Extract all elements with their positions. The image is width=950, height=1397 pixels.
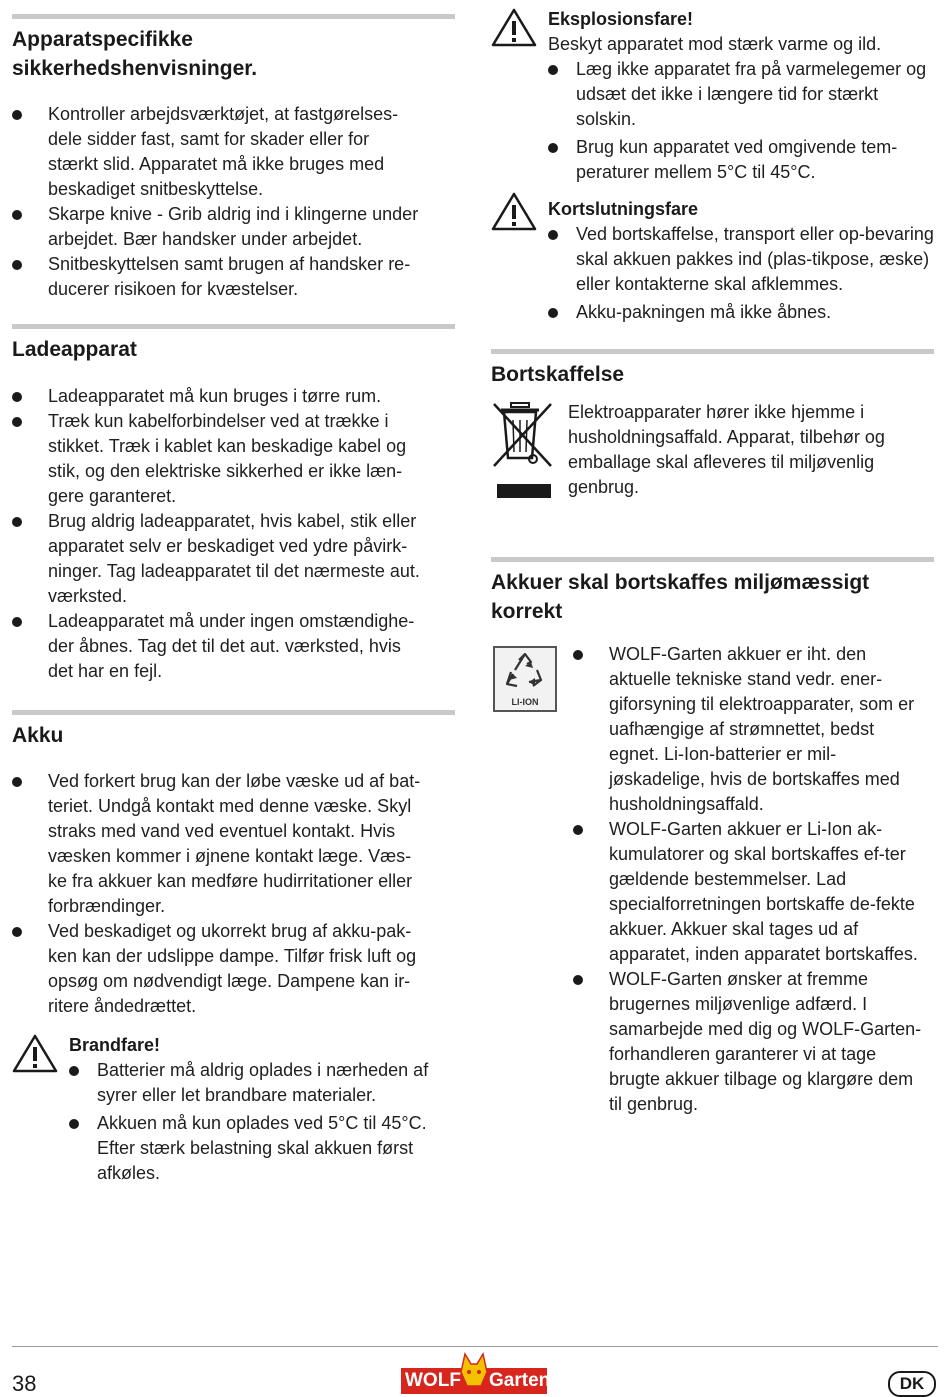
list-item: Ladeapparatet må kun bruges i tørre rum. xyxy=(12,384,424,409)
list-item: Ved beskadiget og ukorrekt brug af akku-pak-ken kan der udslippe dampe. Tilfør frisk luft og opsøg om nødvendigt læge. Dampene kan ir-ritere åndedrættet. xyxy=(12,919,424,1019)
warning-title: Eksplosionsfare! xyxy=(548,9,694,29)
akku-list xyxy=(12,769,424,1019)
list-item: Brug kun apparatet ved omgivende tem-peraturer mellem 5°C til 45°C. xyxy=(548,135,934,185)
warning-list xyxy=(69,1058,455,1186)
left-column xyxy=(12,14,455,1186)
wolf-garten-logo xyxy=(399,1352,549,1396)
list-item: Ved forkert brug kan der løbe væske ud af bat-teriet. Undgå kontakt med denne væske. Skyl straks med vand ved eventuel kontakt. Hvis væsken kommer i øjnene kontakt læge. Væs-ke fra akkuer kan medføre hudirritationer eller forbrændinger. xyxy=(12,769,424,919)
right-column xyxy=(491,7,934,1117)
charger-list xyxy=(12,384,424,684)
logo-wolf-text: WOLF xyxy=(405,1370,461,1391)
fire-warning xyxy=(12,1033,455,1186)
safety-list xyxy=(12,102,424,302)
list-item: Akkuen må kun oplades ved 5°C til 45°C. Efter stærk belastning skal akkuen først afkøles. xyxy=(69,1111,455,1186)
list-item: Kontroller arbejdsværktøjet, at fastgørelses-dele sidder fast, samt for skader eller for stærkt slid. Apparatet må ikke bruges med beskadiget snitbeskyttelse. xyxy=(12,102,424,202)
section-rule xyxy=(12,324,455,329)
warning-title: Kortslutningsfare xyxy=(548,199,699,219)
logo-garten-text: Garten xyxy=(489,1370,551,1391)
country-badge: DK xyxy=(888,1371,936,1397)
list-item: Træk kun kabelforbindelser ved at trække i stikket. Træk i kablet kan beskadige kabel og stik, og den elektriske sikkerhed er ikke læn-gere garanteret. xyxy=(12,409,424,509)
list-item: Ved bortskaffelse, transport eller op-bevaring skal akkuen pakkes ind (plas-tikpose, æske) eller kontakterne skal afklemmes. xyxy=(548,222,934,297)
section-title-charger: Ladeapparat xyxy=(12,338,137,361)
li-ion-label: LI-ION xyxy=(511,697,539,707)
warning-text: Beskyt apparatet mod stærk varme og ild. xyxy=(548,34,882,54)
list-item: WOLF-Garten akkuer er Li-Ion ak-kumulatorer og skal bortskaffes ef-ter gældende bestemmelser. Lad specialforretningen bortskaffe de-fekte akkuer. Akkuer skal tages ud af apparatet, inden apparatet bortskaffes. xyxy=(573,817,928,967)
crossed-bin-icon xyxy=(491,400,557,504)
list-item: WOLF-Garten akkuer er iht. den aktuelle tekniske stand vedr. ener-giforsyning til elektroapparater, som er uafhængige af strømnettet, bedst egnet. Li-Ion-batterier er mil-jøskadelige, hvis de bortskaffes med husholdningsaffald. xyxy=(573,642,928,817)
page-number: 38 xyxy=(12,1371,37,1396)
warning-triangle-icon xyxy=(12,1033,58,1073)
footer-rule xyxy=(12,1346,938,1347)
li-ion-recycle-icon xyxy=(493,646,557,712)
list-item: Skarpe knive - Grib aldrig ind i klingerne under arbejdet. Bær handsker under arbejdet. xyxy=(12,202,424,252)
battery-disposal-block xyxy=(491,642,934,1117)
list-item: WOLF-Garten ønsker at fremme brugernes miljøvenlige adfærd. I samarbejde med dig og WOLF-Garten-forhandleren garanterer vi at tage brugte akkuer tilbage og klargøre dem til genbrug. xyxy=(573,967,928,1117)
section-rule xyxy=(491,349,934,354)
warning-list xyxy=(548,57,934,185)
warning-triangle-icon xyxy=(491,7,537,47)
section-title-battery-disposal: Akkuer skal bortskaffes miljømæssigt korrekt xyxy=(491,571,870,623)
disposal-text: Elektroapparater hører ikke hjemme i husholdningsaffald. Apparat, tilbehør og emballage skal afleveres til miljøvenlig genbrug. xyxy=(568,402,885,497)
list-item: Læg ikke apparatet fra på varmelegemer og udsæt det ikke i længere tid for stærkt solskin. xyxy=(548,57,934,132)
list-item: Snitbeskyttelsen samt brugen af handsker re-ducerer risikoen for kvæstelser. xyxy=(12,252,424,302)
disposal-block xyxy=(491,400,934,505)
section-title-akku: Akku xyxy=(12,724,64,747)
battery-disposal-list xyxy=(573,642,928,1117)
warning-title: Brandfare! xyxy=(69,1035,161,1055)
list-item: Ladeapparatet må under ingen omstændighe-der åbnes. Tag det til det aut. værksted, hvis det har en fejl. xyxy=(12,609,424,684)
section-rule xyxy=(12,710,455,715)
list-item: Brug aldrig ladeapparatet, hvis kabel, stik eller apparatet selv er beskadiget ved ydre påvirk-ninger. Tag ladeapparatet til det nærmeste aut. værksted. xyxy=(12,509,424,609)
section-rule xyxy=(491,557,934,562)
warning-triangle-icon xyxy=(491,191,537,231)
warning-list xyxy=(548,222,934,325)
list-item: Akku-pakningen må ikke åbnes. xyxy=(548,300,934,325)
section-title-safety: Apparatspecifikke sikkerhedshenvisninger. xyxy=(12,28,258,80)
section-title-disposal: Bortskaffelse xyxy=(491,363,625,386)
section-rule xyxy=(12,14,455,19)
explosion-warning xyxy=(491,7,934,185)
list-item: Batterier må aldrig oplades i nærheden af syrer eller let brandbare materialer. xyxy=(69,1058,455,1108)
short-circuit-warning xyxy=(491,197,934,325)
